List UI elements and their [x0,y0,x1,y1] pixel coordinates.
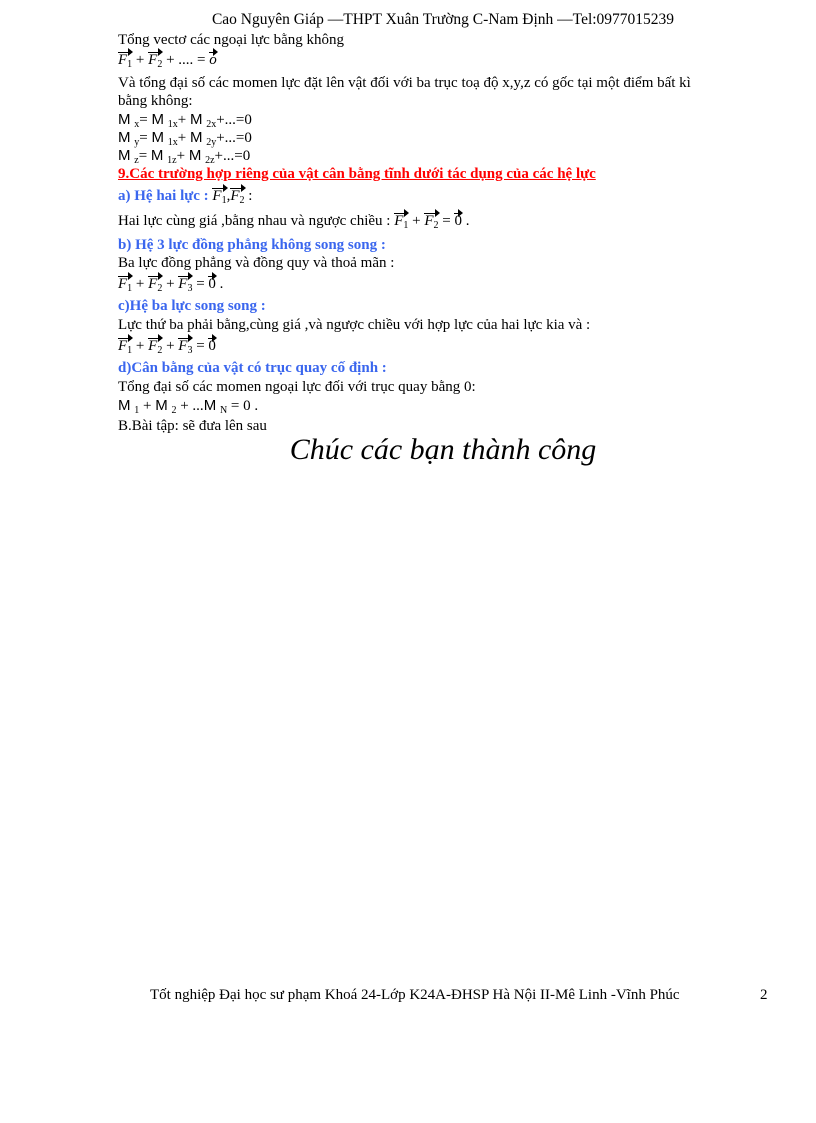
subsection-heading: c)Hệ ba lực song song : [118,298,266,314]
text-line: bằng không: [118,93,193,109]
exercise-note: B.Bài tập: sẽ đưa lên sau [118,418,267,434]
parallel-force-equation: $F_1 + F_2 + F_3 = 0$ [118,337,216,360]
page-number: 2 [760,987,768,1003]
page-header: Cao Nguyên Giáp —THPT Xuân Trường C-Nam Định —Tel:0977015239 [211,11,675,28]
vector-sum-equation: $F_1 + F_2$ + .... = o [118,51,217,74]
closing-message: Chúc các bạn thành công [289,433,597,466]
subsection-a: a) Hệ hai lực : $F_1,F_2$ : [118,187,252,210]
subsection-heading: b) Hệ 3 lực đồng phẳng không song song : [118,237,386,253]
moment-z-equation: M $_z$= M $_{1z}$+ M $_{2z}$+...=0 [118,147,251,166]
text-line: Ba lực đồng phẳng và đồng quy và thoả mãn : [118,255,395,271]
section-heading: 9.Các trường hợp riêng của vật cân bằng tĩnh dưới tác dụng của các hệ lực [118,166,596,182]
text-line: Lực thứ ba phải bằng,cùng giá ,và ngược chiều với hợp lực của hai lực kia và : [118,317,591,333]
moment-sum-equation: M $_1$ + M $_2$ + ...M $_N$ = 0 . [118,397,259,416]
subsection-a-text: Hai lực cùng giá ,bằng nhau và ngược chiều : $F_1 + F_2 = 0$ . [118,212,469,235]
subsection-heading: d)Cân bằng của vật có trục quay cố định : [118,360,387,376]
text-line: Tổng vectơ các ngoại lực bằng không [118,32,344,48]
three-force-equation: $F_1 + F_2 + F_3 = 0$ . [118,275,223,298]
moment-y-equation: M $_y$= M $_{1x}$+ M $_{2y}$+...=0 [118,129,252,148]
page-footer: Tốt nghiệp Đại học sư phạm Khoá 24-Lớp K24A-ĐHSP Hà Nội II-Mê Linh -Vĩnh Phúc [150,987,680,1003]
moment-x-equation: M $_x$= M $_{1x}$+ M $_{2x}$+...=0 [118,111,252,130]
text-line: Tổng đại số các momen ngoại lực đối với trục quay bằng 0: [118,379,476,395]
subsection-heading: a) Hệ hai lực : [118,188,209,204]
text-line: Và tổng đại số các momen lực đặt lên vật đối với ba trục toạ độ x,y,z có gốc tại một điểm bất kì [118,75,691,91]
